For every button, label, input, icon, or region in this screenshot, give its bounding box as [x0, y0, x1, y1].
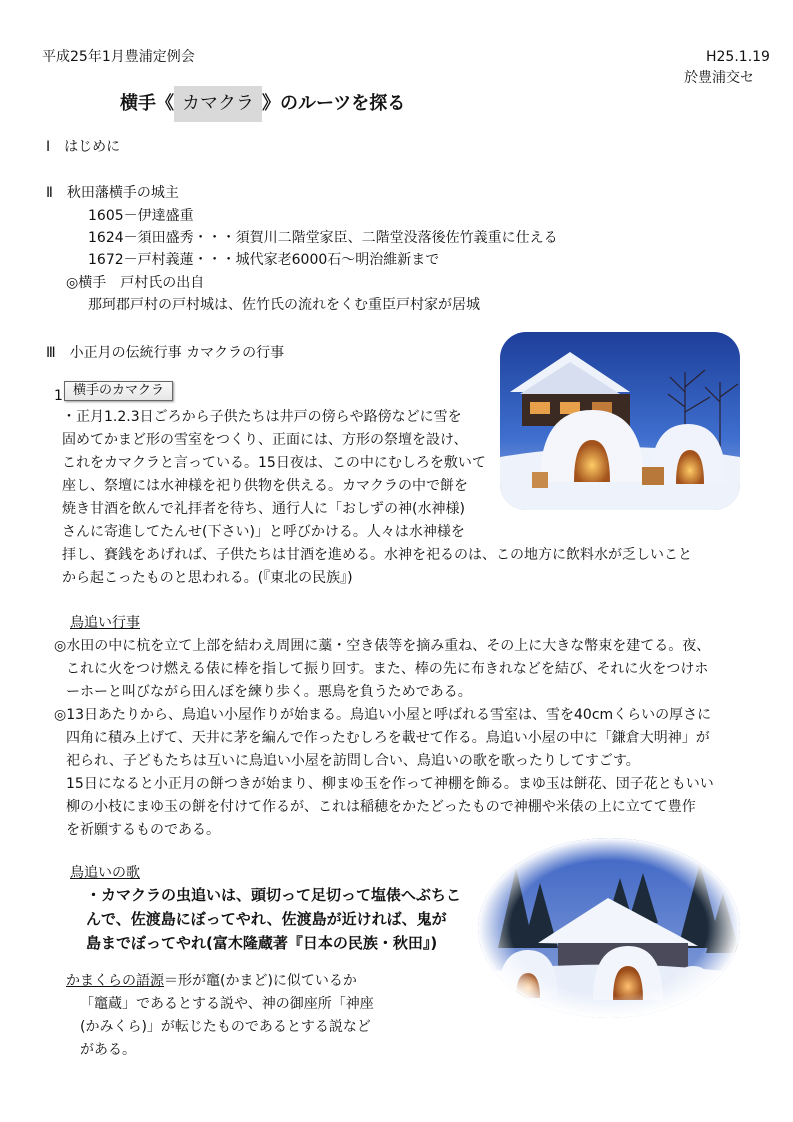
para-line: さんに寄進してたんせ(下さい)」と呼びかける。人々は水神様を [62, 524, 465, 540]
para-line: ・正月1.2.3日ごろから子供たちは井戸の傍らや路傍などに雪を [62, 409, 462, 425]
kamakura-night-photo [478, 838, 740, 1018]
torioi-heading: 鳥追い行事 [70, 615, 140, 631]
para-line: これをカマクラと言っている。15日夜は、この中にむしろを敷いて [62, 455, 486, 471]
torioi-line: 15日になると小正月の餅つきが始まり、柳まゆ玉を作って神棚を飾る。まゆ玉は餅花、団子花ともいい [66, 776, 714, 792]
lord-line: 1624－須田盛秀・・・須賀川二階堂家臣、二階堂没落後佐竹義重に仕える [88, 230, 558, 246]
origin-text: 那珂郡戸村の戸村城は、佐竹氏の流れをくむ重臣戸村家が居城 [88, 297, 480, 313]
para-line: 焼き甘酒を飲んで礼拝者を待ち、通行人に「おしずの神(水神様) [62, 501, 465, 517]
song-line: 島までぼってやれ(富木隆蔵著『日本の民族・秋田』) [86, 934, 438, 952]
section-3-heading: Ⅲ 小正月の伝統行事 カマクラの行事 [46, 345, 285, 361]
etymology-rest: ＝形が竈(かまど)に似ているか [164, 973, 357, 989]
page-title [120, 86, 405, 122]
torioi-line: ◎水田の中に杭を立て上部を結わえ周囲に藁・空き俵等を摘み重ね、その上に大きな幣束を建てる。夜、 [54, 638, 711, 654]
etymology-line: (かみくら)」が転じたものであるとする説など [80, 1019, 371, 1035]
torioi-line: 柳の小枝にまゆ玉の餅を付けて作るが、これは稲穂をかたどったもので神棚や米俵の上に立てて豊作 [66, 799, 696, 815]
etymology-line [66, 971, 357, 991]
origin-heading: ◎横手 戸村氏の出自 [66, 275, 205, 291]
torioi-line: ◎13日あたりから、鳥追い小屋作りが始まる。鳥追い小屋と呼ばれる雪室は、雪を40cmくらいの厚さに [54, 707, 712, 723]
section-1-heading: Ⅰ はじめに [46, 139, 121, 155]
etymology-line: がある。 [80, 1042, 136, 1058]
title-prefix: 横手《 [120, 93, 174, 114]
torioi-line: これに火をつけ燃える俵に棒を指して振り回す。また、棒の先に布きれなどを結び、それに火をつけホ [66, 661, 709, 677]
etymology-term: かまくらの語源 [66, 973, 164, 989]
kamakura-label-box: 横手のカマクラ [64, 381, 173, 401]
torioi-line: ーホーと叫びながら田んぼを練り歩く。悪鳥を負うためである。 [66, 684, 472, 700]
subsection-number: 1 [54, 388, 63, 404]
title-highlight: カマクラ [174, 86, 262, 122]
kamakura-dusk-photo [500, 332, 740, 510]
torioi-line: 祀られ、子どもたちは互いに鳥追い小屋を訪問し合い、鳥追いの歌を歌ったりしてすごす。 [66, 753, 640, 769]
para-line: から起こったものと思われる。(『東北の民族』) [62, 570, 353, 586]
section-2-heading: Ⅱ 秋田藩横手の城主 [46, 185, 179, 201]
para-line: 拝し、賽銭をあげれば、子供たちは甘酒を進める。水神を祀るのは、この地方に飲料水が乏しいこと [62, 547, 692, 563]
date-label: H25.1.19 [706, 49, 770, 65]
torioi-line: 四角に積み上げて、天井に茅を編んで作ったむしろを載せて作る。鳥追い小屋の中に「鎌倉大明神」が [66, 730, 710, 746]
lord-line: 1672－戸村義蓮・・・城代家老6000石～明治維新まで [88, 252, 440, 268]
meeting-label: 平成25年1月豊浦定例会 [42, 49, 195, 65]
para-line: 座し、祭壇には水神様を祀り供物を供える。カマクラの中で餅を [62, 478, 468, 494]
song-line: ・カマクラの虫追いは、頭切って足切って塩俵へぶちこ [86, 886, 462, 904]
place-label: 於豊浦交セ [684, 70, 754, 86]
etymology-line: 「竈蔵」であるとする説や、神の御座所「神座 [80, 996, 374, 1012]
lord-line: 1605－伊達盛重 [88, 208, 194, 224]
para-line: 固めてかまど形の雪室をつくり、正面には、方形の祭壇を設け、 [62, 432, 468, 448]
title-suffix: 》のルーツを探る [262, 93, 406, 114]
song-heading: 鳥追いの歌 [70, 865, 140, 881]
song-line: んで、佐渡島にぼってやれ、佐渡島が近ければ、鬼が [86, 910, 447, 928]
torioi-line: を祈願するものである。 [66, 822, 220, 838]
